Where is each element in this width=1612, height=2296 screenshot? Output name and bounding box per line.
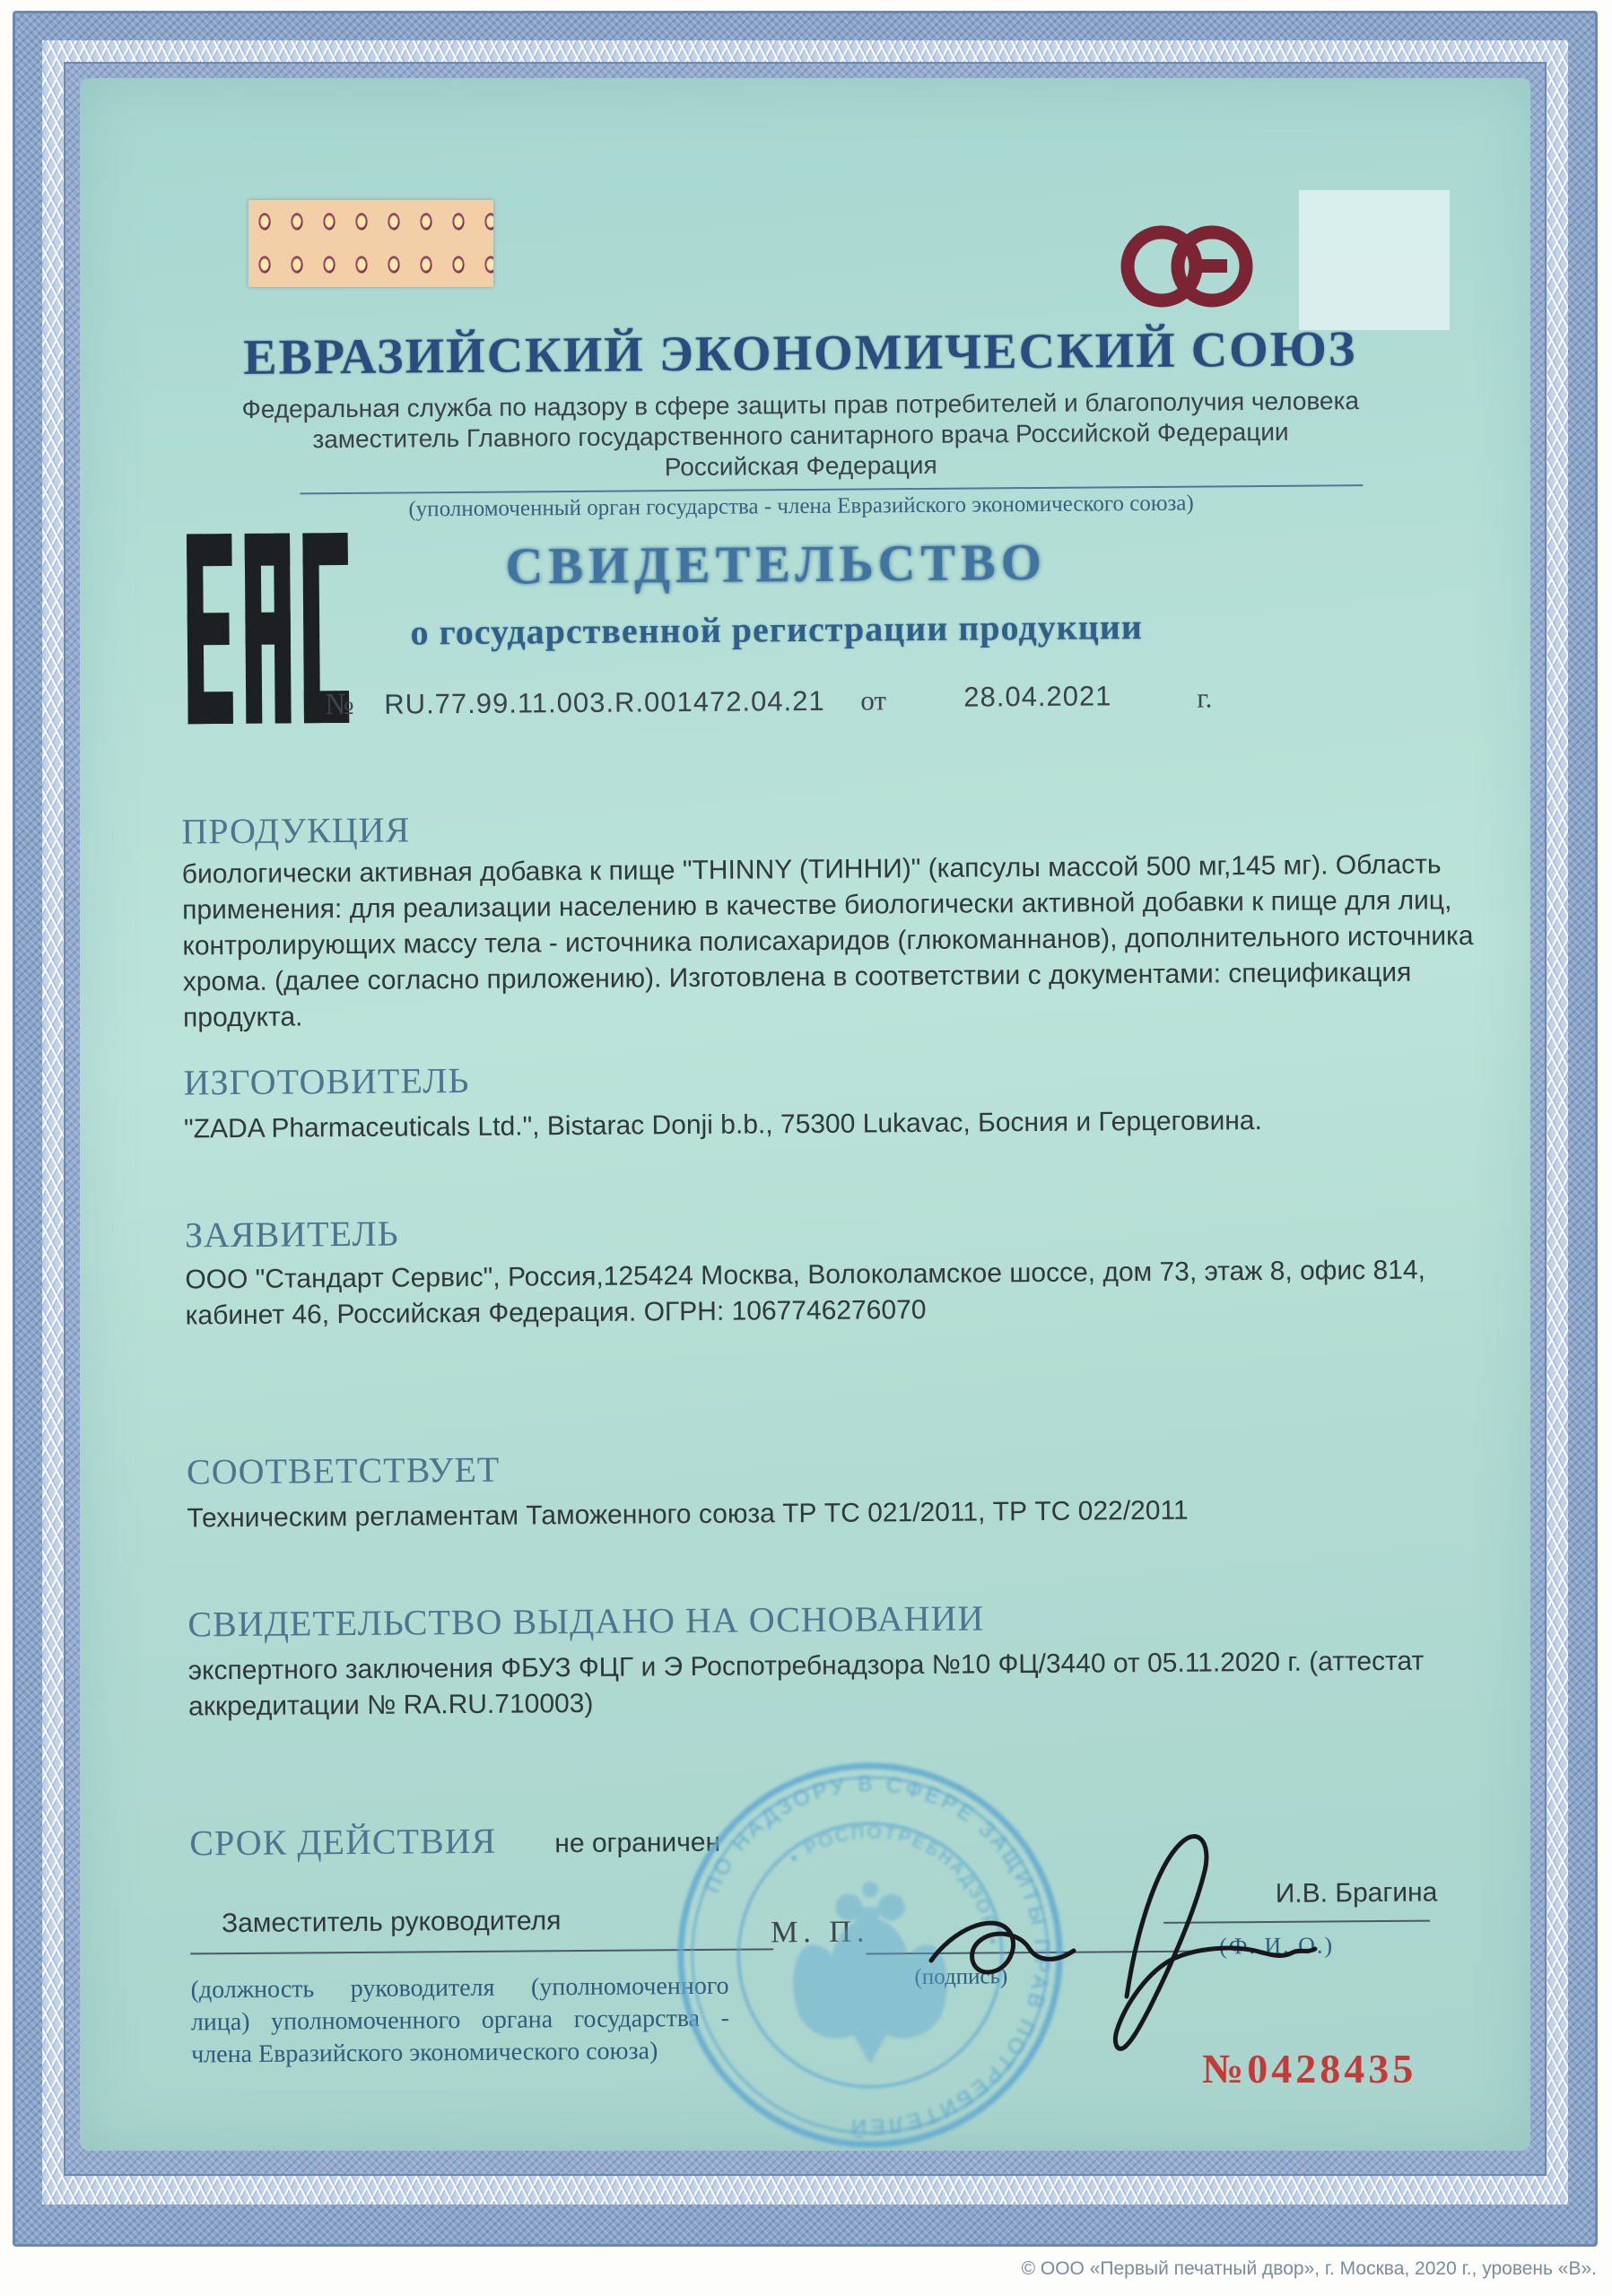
section-title-product: ПРОДУКЦИЯ — [181, 809, 411, 852]
authority-line-1: Федеральная служба по надзору в сфере защиты прав потребителей и благополучия человека — [241, 387, 1360, 423]
position-caption: (должность руководителя (уполномоченного лица) уполномоченного органа государства - члена Евразийского экономического союза) — [190, 1971, 729, 2069]
printhouse-footer: © ООО «Первый печатный двор», г. Москва, 2020 г., уровень «В». — [1021, 2258, 1597, 2279]
section-title-basis: СВИДЕТЕЛЬСТВО ВЫДАНО НА ОСНОВАНИИ — [187, 1597, 985, 1645]
section-body-applicant: ООО "Стандарт Сервис", Россия,125424 Москва, Волоколамское шоссе, дом 73, этаж 8, офис 814, кабинет 46, Российская Федерация. ОГРН: 1067746276070 — [185, 1255, 1426, 1331]
section-title-applicant: ЗАЯВИТЕЛЬ — [184, 1213, 399, 1256]
section-body-basis: экспертного заключения ФБУЗ ФЦГ и Э Роспотребнадзора №10 ФЦ/3440 от 05.11.2020 г. (аттестат аккредитации № RA.RU.710003) — [187, 1646, 1425, 1722]
section-body-manufacturer: "ZADA Pharmaceuticals Ltd.", Bistarac Donji b.b., 75300 Lukavac, Босния и Герцеговина. — [183, 1106, 1262, 1144]
validity-value: не ограничен — [554, 1827, 721, 1859]
union-title: ЕВРАЗИЙСКИЙ ЭКОНОМИЧЕСКИЙ СОЮЗ — [242, 321, 1357, 386]
stamp-inner-text: • РОСПОТРЕБНАДЗОР • — [786, 1822, 1003, 1948]
signer-name: И.В. Брагина — [1275, 1877, 1438, 1909]
section-title-manufacturer: ИЗГОТОВИТЕЛЬ — [183, 1059, 470, 1103]
name-caption: (Ф. И. О.) — [1219, 1932, 1335, 1960]
section-body-product: биологически активная добавка к пище "THINNY (ТИННИ)" (капсулы массой 500 мг,145 мг). Область применения: для реализации населению в качестве биологически активной добавки к пище для лиц, контролирующих массу тела - источника полисахаридов (глюкоманнанов), дополнительного источника хрома. (далее согласно приложению). Изготовлена в соответствии с документами: спецификация продукта. — [181, 849, 1474, 1033]
serial-number: №0428435 — [1202, 2046, 1417, 2092]
authority-line-3: Российская Федерация — [664, 450, 937, 482]
validity-label: СРОК ДЕЙСТВИЯ — [189, 1820, 497, 1864]
doc-subtitle: о государственной регистрации продукции — [410, 606, 1144, 653]
certificate-date: 28.04.2021 — [963, 680, 1112, 713]
stamp-place-label: М. П. — [770, 1915, 870, 1950]
signer-position: Заместитель руководителя — [221, 1906, 562, 1939]
handwritten-signature — [915, 1819, 1337, 2070]
date-label: от — [860, 684, 887, 717]
authority-note: (уполномоченный орган государства - члена Евразийского экономического союза) — [408, 491, 1194, 522]
number-label: № — [325, 687, 354, 722]
section-body-complies: Техническим регламентам Таможенного союза ТР ТС 021/2011, ТР ТС 022/2011 — [187, 1495, 1189, 1534]
stamp-ring-text: ПО НАДЗОРУ В СФЕРЕ ЗАЩИТЫ ПРАВ ПОТРЕБИТЕЛЕЙ — [700, 1771, 1054, 2139]
section-title-complies: СООТВЕТСТВУЕТ — [186, 1448, 501, 1492]
certificate-number: RU.77.99.11.003.R.001472.04.21 — [384, 684, 825, 720]
signature-caption: (подпись) — [914, 1964, 1008, 1990]
doc-title: СВИДЕТЕЛЬСТВО — [505, 532, 1048, 596]
authority-line-2: заместитель Главного государственного санитарного врача Российской Федерации — [312, 417, 1289, 454]
year-suffix: г. — [1197, 682, 1213, 714]
